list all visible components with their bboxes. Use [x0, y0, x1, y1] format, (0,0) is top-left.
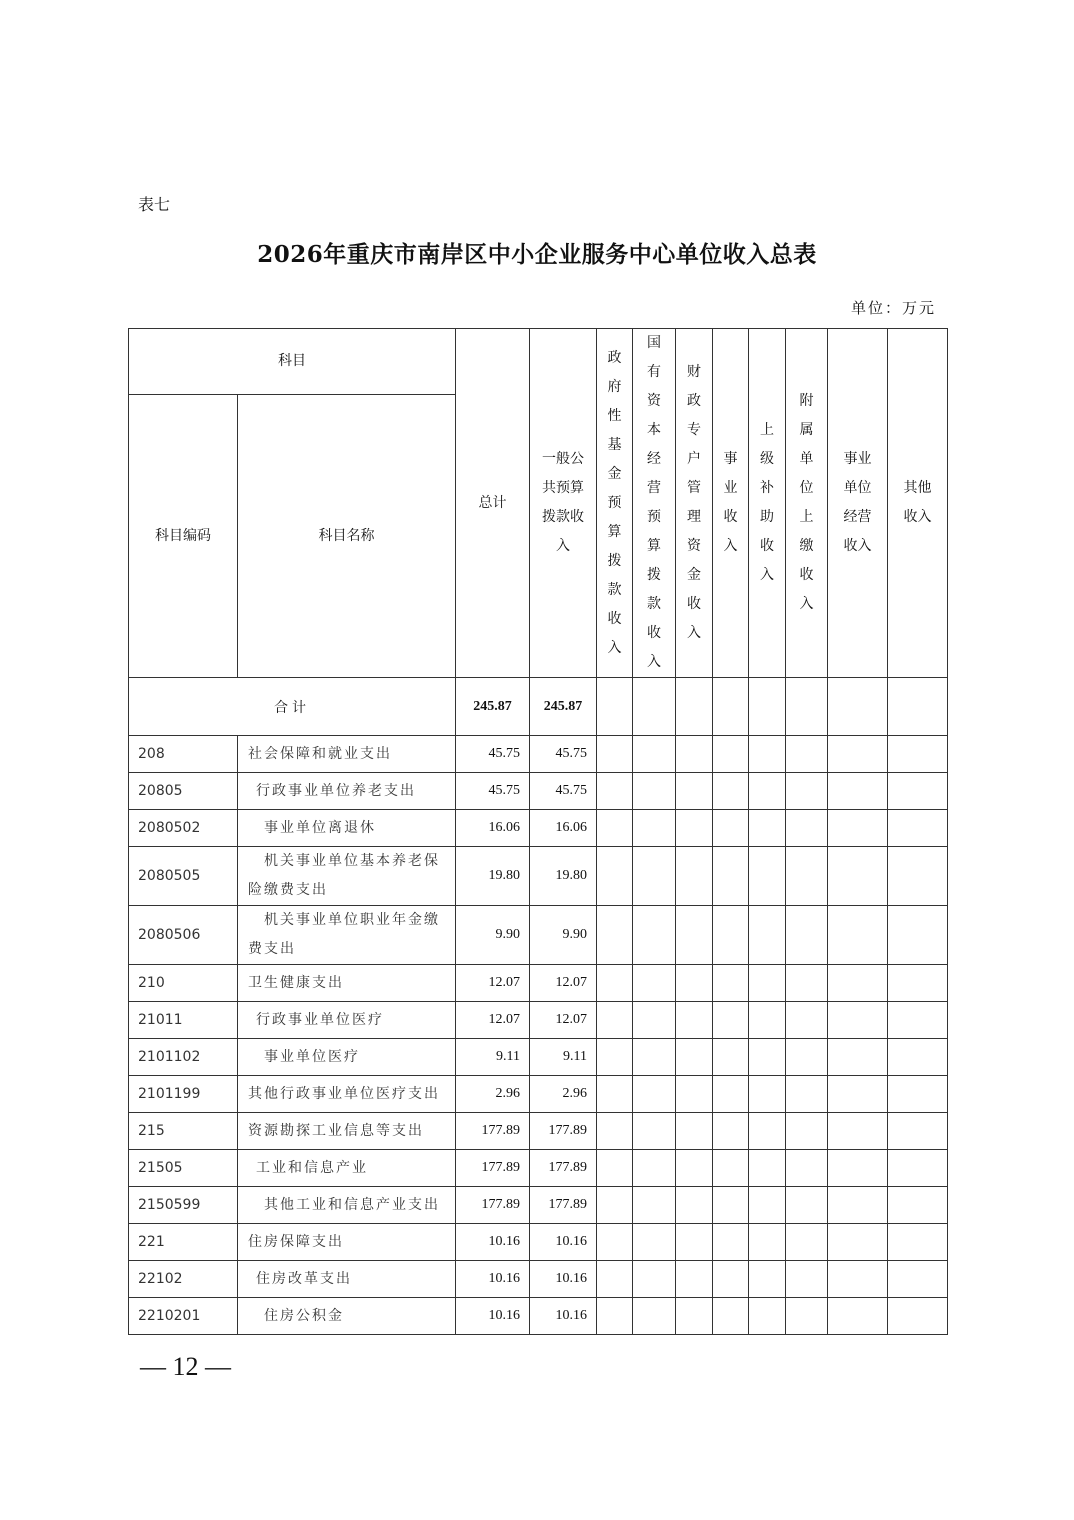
total-value-cell: 245.87 [456, 678, 530, 736]
table-row [129, 1002, 948, 1039]
value-cell [749, 1224, 786, 1261]
value-cell [676, 1261, 713, 1298]
table-row [129, 1187, 948, 1224]
header-col-superior-subsidy: 上级补助收入 [749, 329, 786, 678]
value-cell [676, 736, 713, 773]
value-cell: 12.07 [456, 965, 530, 1002]
value-cell [633, 906, 676, 965]
subject-name-cell: 社会保障和就业支出 [238, 736, 456, 773]
value-cell [676, 1298, 713, 1335]
value-cell [597, 773, 633, 810]
total-value-cell [597, 678, 633, 736]
value-cell [749, 810, 786, 847]
value-cell [676, 1187, 713, 1224]
subject-code-cell: 20805 [129, 773, 238, 810]
value-cell: 19.80 [456, 847, 530, 906]
value-cell [633, 1224, 676, 1261]
header-col-operating-income: 事业单位经营收入 [828, 329, 888, 678]
table-row [129, 773, 948, 810]
value-cell: 19.80 [530, 847, 597, 906]
header-col-general-budget: 一般公共预算拨款收入 [530, 329, 597, 678]
value-cell [888, 1298, 948, 1335]
subject-name-cell: 住房改革支出 [238, 1261, 456, 1298]
table-row [129, 810, 948, 847]
subject-name-cell: 其他行政事业单位医疗支出 [238, 1076, 456, 1113]
value-cell [676, 1224, 713, 1261]
value-cell [786, 1261, 828, 1298]
value-cell [786, 1002, 828, 1039]
value-cell [888, 1039, 948, 1076]
subject-code-cell: 2101102 [129, 1039, 238, 1076]
total-label: 合计 [129, 678, 456, 736]
total-value-cell [888, 678, 948, 736]
value-cell [713, 847, 749, 906]
value-cell [828, 810, 888, 847]
value-cell [713, 1224, 749, 1261]
subject-name-cell: 住房保障支出 [238, 1224, 456, 1261]
value-cell [888, 773, 948, 810]
value-cell: 45.75 [456, 736, 530, 773]
page-number: — 12 — [140, 1352, 231, 1381]
header-col-gov-fund: 政府性基金预算拨款收入 [597, 329, 633, 678]
subject-code-cell: 2080502 [129, 810, 238, 847]
value-cell: 177.89 [530, 1150, 597, 1187]
value-cell: 177.89 [456, 1150, 530, 1187]
value-cell [786, 736, 828, 773]
value-cell [828, 906, 888, 965]
table-row [129, 847, 948, 906]
value-cell [713, 736, 749, 773]
value-cell [828, 1113, 888, 1150]
value-cell: 10.16 [456, 1261, 530, 1298]
value-cell [597, 1224, 633, 1261]
value-cell [597, 736, 633, 773]
value-cell: 177.89 [456, 1113, 530, 1150]
value-cell: 10.16 [530, 1261, 597, 1298]
value-cell [828, 965, 888, 1002]
subject-name-cell: 工业和信息产业 [238, 1150, 456, 1187]
value-cell: 12.07 [456, 1002, 530, 1039]
value-cell [749, 736, 786, 773]
value-cell [676, 1002, 713, 1039]
total-value-cell [828, 678, 888, 736]
value-cell [676, 1076, 713, 1113]
value-cell [828, 1002, 888, 1039]
value-cell [828, 736, 888, 773]
value-cell: 10.16 [530, 1298, 597, 1335]
value-cell [749, 1187, 786, 1224]
subject-name-cell: 机关事业单位基本养老保险缴费支出 [238, 847, 456, 906]
subject-code-cell: 2101199 [129, 1076, 238, 1113]
table-body [129, 736, 948, 1335]
total-row [129, 678, 948, 736]
subject-name-cell: 住房公积金 [238, 1298, 456, 1335]
value-cell [597, 1298, 633, 1335]
value-cell [786, 1224, 828, 1261]
table-row [129, 1076, 948, 1113]
value-cell [786, 1150, 828, 1187]
header-col-special-account: 财政专户管理资金收入 [676, 329, 713, 678]
subject-name-cell: 其他工业和信息产业支出 [238, 1187, 456, 1224]
subject-code-cell: 215 [129, 1113, 238, 1150]
subject-code-cell: 2080505 [129, 847, 238, 906]
value-cell [633, 736, 676, 773]
header-col-total: 总计 [456, 329, 530, 678]
header-col-business-income: 事业收入 [713, 329, 749, 678]
value-cell [676, 1150, 713, 1187]
value-cell [888, 906, 948, 965]
value-cell [676, 1039, 713, 1076]
value-cell [888, 1002, 948, 1039]
subject-name-cell: 卫生健康支出 [238, 965, 456, 1002]
value-cell [597, 1261, 633, 1298]
value-cell [888, 810, 948, 847]
value-cell: 9.90 [530, 906, 597, 965]
value-cell: 10.16 [530, 1224, 597, 1261]
value-cell [676, 1113, 713, 1150]
value-cell [713, 1076, 749, 1113]
value-cell [749, 1298, 786, 1335]
value-cell [786, 1039, 828, 1076]
subject-name-cell: 行政事业单位医疗 [238, 1002, 456, 1039]
total-value-cell [633, 678, 676, 736]
value-cell [749, 1039, 786, 1076]
value-cell [676, 773, 713, 810]
value-cell [713, 1039, 749, 1076]
value-cell [597, 1039, 633, 1076]
value-cell [749, 1113, 786, 1150]
value-cell [633, 847, 676, 906]
value-cell [749, 1076, 786, 1113]
subject-code-cell: 210 [129, 965, 238, 1002]
value-cell [786, 1298, 828, 1335]
value-cell: 12.07 [530, 1002, 597, 1039]
value-cell [888, 1113, 948, 1150]
header-col-other-income: 其他收入 [888, 329, 948, 678]
value-cell [828, 1261, 888, 1298]
value-cell [676, 906, 713, 965]
value-cell [597, 1113, 633, 1150]
table-row [129, 1039, 948, 1076]
subject-code-cell: 208 [129, 736, 238, 773]
value-cell [597, 1187, 633, 1224]
value-cell [633, 965, 676, 1002]
value-cell [713, 1150, 749, 1187]
value-cell [888, 1261, 948, 1298]
value-cell [828, 1150, 888, 1187]
header-subject: 科目 [129, 329, 456, 395]
value-cell [676, 810, 713, 847]
value-cell: 10.16 [456, 1298, 530, 1335]
header-row-1 [129, 329, 948, 395]
value-cell: 9.11 [456, 1039, 530, 1076]
header-name: 科目名称 [238, 395, 456, 678]
subject-name-cell: 事业单位医疗 [238, 1039, 456, 1076]
value-cell [633, 1150, 676, 1187]
value-cell [749, 1002, 786, 1039]
value-cell [597, 847, 633, 906]
total-value-cell [786, 678, 828, 736]
page-title: 2026年重庆市南岸区中小企业服务中心单位收入总表 [257, 241, 817, 268]
value-cell [633, 1187, 676, 1224]
value-cell [676, 847, 713, 906]
value-cell [597, 965, 633, 1002]
value-cell [713, 773, 749, 810]
value-cell [676, 965, 713, 1002]
value-cell [888, 1187, 948, 1224]
header-col-affiliate-turnover: 附属单位上缴收入 [786, 329, 828, 678]
value-cell [633, 1039, 676, 1076]
value-cell [888, 965, 948, 1002]
table-row [129, 965, 948, 1002]
value-cell [786, 965, 828, 1002]
value-cell [713, 810, 749, 847]
value-cell: 45.75 [456, 773, 530, 810]
value-cell [828, 1224, 888, 1261]
value-cell [597, 1002, 633, 1039]
subject-code-cell: 221 [129, 1224, 238, 1261]
subject-name-cell: 资源勘探工业信息等支出 [238, 1113, 456, 1150]
value-cell: 45.75 [530, 773, 597, 810]
table-row [129, 1113, 948, 1150]
value-cell: 16.06 [456, 810, 530, 847]
value-cell [749, 965, 786, 1002]
value-cell [633, 1002, 676, 1039]
value-cell [888, 736, 948, 773]
value-cell: 45.75 [530, 736, 597, 773]
table-row [129, 1298, 948, 1335]
value-cell [786, 1187, 828, 1224]
total-value-cell: 245.87 [530, 678, 597, 736]
value-cell [828, 1187, 888, 1224]
value-cell [713, 1002, 749, 1039]
value-cell [713, 1261, 749, 1298]
value-cell [597, 810, 633, 847]
value-cell [828, 1076, 888, 1113]
table-row [129, 736, 948, 773]
value-cell: 177.89 [530, 1113, 597, 1150]
value-cell: 177.89 [456, 1187, 530, 1224]
header-code: 科目编码 [129, 395, 238, 678]
value-cell [828, 1039, 888, 1076]
value-cell [786, 1076, 828, 1113]
value-cell: 12.07 [530, 965, 597, 1002]
value-cell [633, 773, 676, 810]
value-cell [786, 810, 828, 847]
value-cell [713, 1113, 749, 1150]
total-value-cell [713, 678, 749, 736]
value-cell: 2.96 [530, 1076, 597, 1113]
value-cell: 9.11 [530, 1039, 597, 1076]
total-value-cell [676, 678, 713, 736]
value-cell [749, 773, 786, 810]
value-cell [713, 906, 749, 965]
subject-code-cell: 2210201 [129, 1298, 238, 1335]
table-label: 表七 [138, 195, 171, 214]
header-col-state-capital: 国有资本经营预算拨款收入 [633, 329, 676, 678]
value-cell: 10.16 [456, 1224, 530, 1261]
value-cell [749, 1261, 786, 1298]
value-cell: 177.89 [530, 1187, 597, 1224]
value-cell [786, 906, 828, 965]
value-cell [749, 847, 786, 906]
unit-label: 单位：万元 [850, 299, 936, 317]
value-cell [597, 1150, 633, 1187]
table-row [129, 906, 948, 965]
value-cell [786, 1113, 828, 1150]
value-cell: 16.06 [530, 810, 597, 847]
value-cell [828, 847, 888, 906]
subject-name-cell: 行政事业单位养老支出 [238, 773, 456, 810]
value-cell [713, 965, 749, 1002]
subject-name-cell: 事业单位离退休 [238, 810, 456, 847]
table-row [129, 1261, 948, 1298]
table-row [129, 1150, 948, 1187]
value-cell [633, 810, 676, 847]
subject-code-cell: 21011 [129, 1002, 238, 1039]
subject-code-cell: 22102 [129, 1261, 238, 1298]
value-cell [713, 1298, 749, 1335]
value-cell [633, 1076, 676, 1113]
value-cell [888, 847, 948, 906]
subject-code-cell: 21505 [129, 1150, 238, 1187]
total-value-cell [749, 678, 786, 736]
value-cell [828, 1298, 888, 1335]
table-row [129, 1224, 948, 1261]
subject-name-cell: 机关事业单位职业年金缴费支出 [238, 906, 456, 965]
value-cell [888, 1150, 948, 1187]
value-cell [786, 773, 828, 810]
subject-code-cell: 2080506 [129, 906, 238, 965]
value-cell: 2.96 [456, 1076, 530, 1113]
income-summary-table [128, 328, 948, 1335]
value-cell [888, 1076, 948, 1113]
value-cell [786, 847, 828, 906]
value-cell [828, 773, 888, 810]
value-cell [597, 906, 633, 965]
subject-code-cell: 2150599 [129, 1187, 238, 1224]
value-cell [888, 1224, 948, 1261]
value-cell [633, 1261, 676, 1298]
value-cell [749, 1150, 786, 1187]
value-cell: 9.90 [456, 906, 530, 965]
value-cell [633, 1298, 676, 1335]
value-cell [713, 1187, 749, 1224]
value-cell [597, 1076, 633, 1113]
value-cell [749, 906, 786, 965]
value-cell [633, 1113, 676, 1150]
